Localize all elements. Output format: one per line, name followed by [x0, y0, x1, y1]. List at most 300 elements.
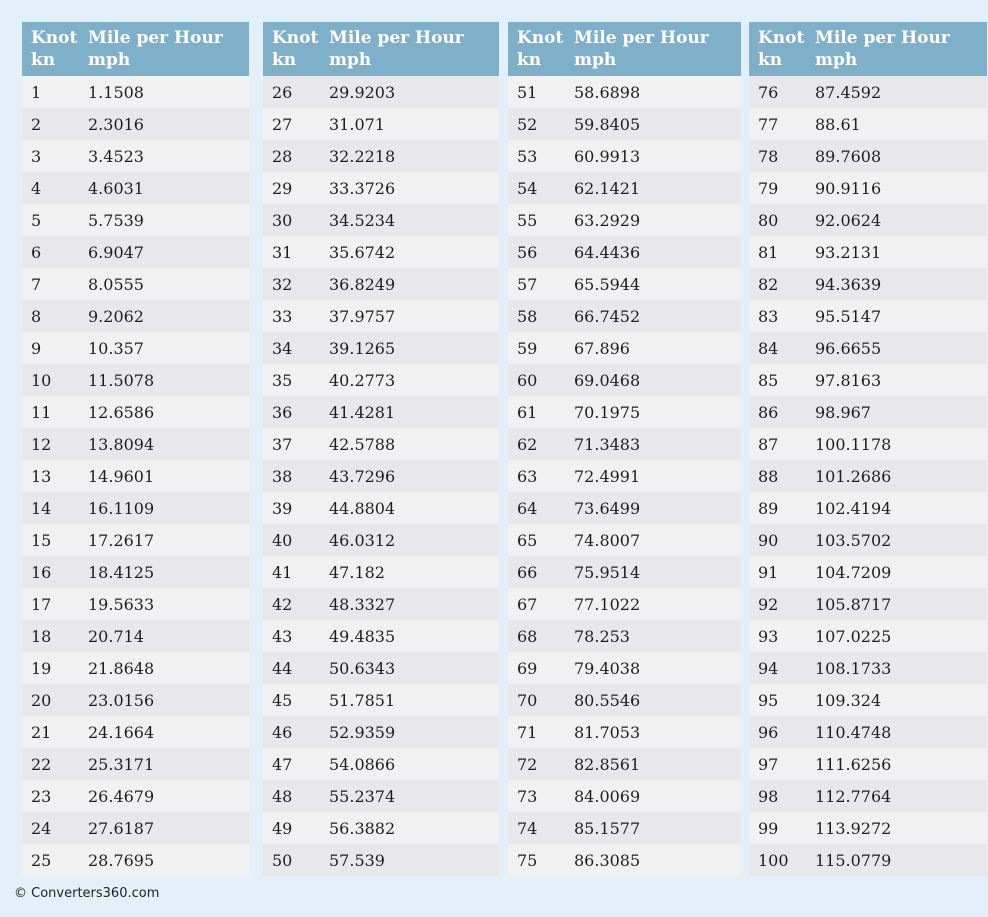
table-row	[22, 524, 249, 556]
mph-value: 55.2374	[329, 786, 396, 806]
mph-value: 112.7764	[815, 786, 892, 806]
mph-value: 80.5546	[574, 690, 641, 710]
mph-value: 37.9757	[329, 306, 396, 326]
knot-value: 28	[272, 146, 293, 166]
knot-value: 64	[517, 498, 538, 518]
table-body	[508, 76, 741, 876]
mph-value: 54.0866	[329, 754, 396, 774]
knot-value: 62	[517, 434, 538, 454]
mph-column-header	[329, 27, 499, 71]
knot-value: 7	[31, 274, 42, 294]
mph-value: 12.6586	[88, 402, 155, 422]
knot-column-header	[272, 27, 329, 71]
mph-value: 86.3085	[574, 850, 641, 870]
knot-value: 40	[272, 530, 293, 550]
table-row	[263, 780, 499, 812]
table-row	[508, 748, 741, 780]
knot-value: 92	[758, 594, 779, 614]
mph-value: 109.324	[815, 690, 882, 710]
mph-column-header	[574, 27, 741, 71]
table-row	[508, 268, 741, 300]
knot-value: 83	[758, 306, 779, 326]
mph-value: 26.4679	[88, 786, 155, 806]
knot-value: 31	[272, 242, 293, 262]
table-row	[749, 332, 987, 364]
table-row	[22, 748, 249, 780]
mph-value: 63.2929	[574, 210, 641, 230]
table-row	[22, 684, 249, 716]
knots-to-mph-table-26-50	[263, 22, 499, 876]
table-row	[749, 812, 987, 844]
conversion-tables-container	[22, 22, 987, 876]
table-row	[263, 588, 499, 620]
knot-value: 43	[272, 626, 293, 646]
knot-value: 67	[517, 594, 538, 614]
table-row	[22, 620, 249, 652]
mph-value: 60.9913	[574, 146, 641, 166]
knot-value: 30	[272, 210, 293, 230]
knot-value: 73	[517, 786, 538, 806]
table-row	[22, 300, 249, 332]
table-row	[22, 396, 249, 428]
table-row	[749, 396, 987, 428]
table-row	[263, 76, 499, 108]
mph-value: 100.1178	[815, 434, 892, 454]
mph-value: 34.5234	[329, 210, 396, 230]
mph-value: 32.2218	[329, 146, 396, 166]
knot-value: 10	[31, 370, 52, 390]
knot-value: 94	[758, 658, 779, 678]
mph-value: 104.7209	[815, 562, 892, 582]
knot-label: Knot	[758, 28, 805, 48]
knot-unit: kn	[31, 50, 56, 71]
table-body	[22, 76, 249, 876]
knot-value: 37	[272, 434, 293, 454]
table-body	[263, 76, 499, 876]
knot-value: 93	[758, 626, 779, 646]
mph-value: 62.1421	[574, 178, 641, 198]
knot-value: 71	[517, 722, 538, 742]
mph-value: 44.8804	[329, 498, 396, 518]
knot-value: 13	[31, 466, 52, 486]
knots-to-mph-table-1-25	[22, 22, 249, 876]
mph-value: 74.8007	[574, 530, 641, 550]
knot-value: 88	[758, 466, 779, 486]
table-row	[749, 76, 987, 108]
table-row	[508, 364, 741, 396]
table-row	[749, 204, 987, 236]
knot-label: Knot	[517, 28, 564, 48]
knot-value: 68	[517, 626, 538, 646]
knot-value: 50	[272, 850, 293, 870]
knot-value: 87	[758, 434, 779, 454]
knot-value: 20	[31, 690, 52, 710]
table-row	[22, 812, 249, 844]
knot-value: 41	[272, 562, 293, 582]
mph-value: 81.7053	[574, 722, 641, 742]
mph-value: 19.5633	[88, 594, 155, 614]
knots-to-mph-table-76-100	[749, 22, 987, 876]
mph-value: 51.7851	[329, 690, 396, 710]
table-row	[508, 620, 741, 652]
table-row	[508, 332, 741, 364]
knot-value: 1	[31, 82, 42, 102]
knot-value: 42	[272, 594, 293, 614]
table-row	[263, 428, 499, 460]
mph-value: 50.6343	[329, 658, 396, 678]
knot-value: 82	[758, 274, 779, 294]
mph-value: 23.0156	[88, 690, 155, 710]
table-row	[508, 588, 741, 620]
mph-value: 94.3639	[815, 274, 882, 294]
mph-value: 96.6655	[815, 338, 882, 358]
knot-value: 63	[517, 466, 538, 486]
mph-unit: mph	[329, 50, 372, 71]
table-header	[22, 22, 249, 76]
table-row	[749, 748, 987, 780]
mph-column-header	[88, 27, 249, 71]
mph-value: 24.1664	[88, 722, 155, 742]
mph-value: 6.9047	[88, 242, 144, 262]
mph-value: 78.253	[574, 626, 630, 646]
table-row	[22, 332, 249, 364]
mph-unit: mph	[574, 50, 617, 71]
knot-value: 36	[272, 402, 293, 422]
table-row	[22, 556, 249, 588]
table-row	[508, 236, 741, 268]
knot-value: 90	[758, 530, 779, 550]
table-row	[263, 748, 499, 780]
table-row	[508, 844, 741, 876]
table-row	[263, 172, 499, 204]
mph-value: 17.2617	[88, 530, 155, 550]
knot-value: 52	[517, 114, 538, 134]
table-row	[263, 844, 499, 876]
knot-value: 48	[272, 786, 293, 806]
table-row	[263, 812, 499, 844]
knot-value: 70	[517, 690, 538, 710]
mph-value: 84.0069	[574, 786, 641, 806]
knot-value: 34	[272, 338, 293, 358]
mph-value: 105.8717	[815, 594, 892, 614]
mph-value: 115.0779	[815, 850, 892, 870]
knot-value: 53	[517, 146, 538, 166]
mph-value: 13.8094	[88, 434, 155, 454]
knot-value: 81	[758, 242, 779, 262]
knot-unit: kn	[758, 50, 783, 71]
mph-value: 65.5944	[574, 274, 641, 294]
mph-value: 2.3016	[88, 114, 144, 134]
mph-value: 103.5702	[815, 530, 892, 550]
mph-value: 48.3327	[329, 594, 396, 614]
table-row	[749, 588, 987, 620]
knot-value: 79	[758, 178, 779, 198]
table-row	[263, 268, 499, 300]
mph-value: 82.8561	[574, 754, 641, 774]
knot-value: 15	[31, 530, 52, 550]
mph-value: 9.2062	[88, 306, 144, 326]
mph-value: 16.1109	[88, 498, 155, 518]
mph-value: 10.357	[88, 338, 144, 358]
mph-unit: mph	[815, 50, 858, 71]
knot-value: 23	[31, 786, 52, 806]
mph-value: 35.6742	[329, 242, 396, 262]
knot-value: 77	[758, 114, 779, 134]
knot-value: 38	[272, 466, 293, 486]
mph-value: 29.9203	[329, 82, 396, 102]
mph-value: 33.3726	[329, 178, 396, 198]
table-row	[749, 844, 987, 876]
table-row	[749, 364, 987, 396]
table-row	[749, 268, 987, 300]
table-header	[508, 22, 741, 76]
mph-value: 90.9116	[815, 178, 882, 198]
mph-value: 73.6499	[574, 498, 641, 518]
table-row	[22, 716, 249, 748]
knot-column-header	[517, 27, 574, 71]
mph-value: 21.8648	[88, 658, 155, 678]
knot-value: 85	[758, 370, 779, 390]
table-row	[22, 108, 249, 140]
table-row	[263, 492, 499, 524]
knot-value: 75	[517, 850, 538, 870]
table-row	[749, 108, 987, 140]
mph-value: 8.0555	[88, 274, 144, 294]
knot-value: 45	[272, 690, 293, 710]
mph-value: 110.4748	[815, 722, 892, 742]
table-row	[749, 428, 987, 460]
mph-value: 111.6256	[815, 754, 892, 774]
mph-column-header	[815, 27, 987, 71]
mph-value: 40.2773	[329, 370, 396, 390]
knot-value: 95	[758, 690, 779, 710]
table-row	[263, 684, 499, 716]
mph-label: Mile per Hour	[329, 28, 464, 48]
table-row	[263, 364, 499, 396]
footer-copyright: © Converters360.com	[14, 886, 160, 901]
knot-value: 54	[517, 178, 538, 198]
table-row	[263, 204, 499, 236]
knot-value: 49	[272, 818, 293, 838]
knot-value: 60	[517, 370, 538, 390]
mph-value: 85.1577	[574, 818, 641, 838]
knot-value: 17	[31, 594, 52, 614]
table-row	[22, 268, 249, 300]
knot-label: Knot	[272, 28, 319, 48]
knot-unit: kn	[517, 50, 542, 71]
knot-unit: kn	[272, 50, 297, 71]
knot-value: 56	[517, 242, 538, 262]
table-row	[22, 460, 249, 492]
knot-value: 98	[758, 786, 779, 806]
mph-value: 20.714	[88, 626, 144, 646]
knot-column-header	[758, 27, 815, 71]
knot-column-header	[31, 27, 88, 71]
knot-value: 91	[758, 562, 779, 582]
knot-value: 44	[272, 658, 293, 678]
mph-value: 79.4038	[574, 658, 641, 678]
knot-value: 35	[272, 370, 293, 390]
table-row	[263, 652, 499, 684]
table-row	[22, 364, 249, 396]
mph-value: 41.4281	[329, 402, 396, 422]
table-row	[22, 76, 249, 108]
table-row	[508, 76, 741, 108]
mph-value: 58.6898	[574, 82, 641, 102]
mph-value: 36.8249	[329, 274, 396, 294]
knot-value: 84	[758, 338, 779, 358]
knot-value: 51	[517, 82, 538, 102]
mph-value: 39.1265	[329, 338, 396, 358]
table-row	[263, 108, 499, 140]
table-row	[263, 556, 499, 588]
mph-unit: mph	[88, 50, 131, 71]
table-row	[263, 524, 499, 556]
table-row	[508, 716, 741, 748]
knot-value: 65	[517, 530, 538, 550]
table-row	[263, 620, 499, 652]
knot-value: 12	[31, 434, 52, 454]
knot-value: 24	[31, 818, 52, 838]
mph-value: 89.7608	[815, 146, 882, 166]
table-row	[22, 780, 249, 812]
knot-value: 22	[31, 754, 52, 774]
mph-value: 102.4194	[815, 498, 892, 518]
mph-value: 42.5788	[329, 434, 396, 454]
table-row	[508, 684, 741, 716]
mph-value: 88.61	[815, 114, 861, 134]
knot-value: 59	[517, 338, 538, 358]
table-row	[508, 780, 741, 812]
knot-value: 3	[31, 146, 42, 166]
table-row	[263, 140, 499, 172]
table-row	[22, 652, 249, 684]
mph-value: 46.0312	[329, 530, 396, 550]
table-row	[508, 204, 741, 236]
table-row	[749, 652, 987, 684]
mph-value: 108.1733	[815, 658, 892, 678]
table-row	[22, 172, 249, 204]
table-row	[749, 556, 987, 588]
knot-label: Knot	[31, 28, 78, 48]
table-body	[749, 76, 987, 876]
knot-value: 72	[517, 754, 538, 774]
knot-value: 89	[758, 498, 779, 518]
table-row	[749, 236, 987, 268]
table-row	[263, 332, 499, 364]
mph-value: 77.1022	[574, 594, 641, 614]
knot-value: 96	[758, 722, 779, 742]
mph-value: 113.9272	[815, 818, 892, 838]
mph-value: 72.4991	[574, 466, 641, 486]
table-row	[22, 204, 249, 236]
table-row	[263, 396, 499, 428]
mph-value: 107.0225	[815, 626, 892, 646]
table-row	[22, 588, 249, 620]
mph-value: 1.1508	[88, 82, 144, 102]
mph-value: 71.3483	[574, 434, 641, 454]
mph-value: 93.2131	[815, 242, 882, 262]
knot-value: 2	[31, 114, 42, 134]
knot-value: 33	[272, 306, 293, 326]
knot-value: 69	[517, 658, 538, 678]
knot-value: 4	[31, 178, 42, 198]
mph-value: 97.8163	[815, 370, 882, 390]
table-row	[749, 300, 987, 332]
knot-value: 58	[517, 306, 538, 326]
mph-value: 4.6031	[88, 178, 144, 198]
mph-value: 69.0468	[574, 370, 641, 390]
knot-value: 27	[272, 114, 293, 134]
mph-value: 87.4592	[815, 82, 882, 102]
table-row	[263, 300, 499, 332]
mph-value: 75.9514	[574, 562, 641, 582]
mph-value: 70.1975	[574, 402, 641, 422]
knot-value: 29	[272, 178, 293, 198]
table-row	[22, 236, 249, 268]
table-header	[749, 22, 987, 76]
mph-value: 28.7695	[88, 850, 155, 870]
mph-value: 67.896	[574, 338, 630, 358]
mph-label: Mile per Hour	[574, 28, 709, 48]
table-row	[508, 172, 741, 204]
knots-to-mph-table-51-75	[508, 22, 741, 876]
mph-value: 11.5078	[88, 370, 155, 390]
knot-value: 47	[272, 754, 293, 774]
mph-value: 25.3171	[88, 754, 155, 774]
knot-value: 80	[758, 210, 779, 230]
table-row	[22, 492, 249, 524]
mph-value: 57.539	[329, 850, 385, 870]
knot-value: 86	[758, 402, 779, 422]
table-row	[22, 844, 249, 876]
knot-value: 11	[31, 402, 52, 422]
knot-value: 16	[31, 562, 52, 582]
mph-value: 66.7452	[574, 306, 641, 326]
knot-value: 9	[31, 338, 42, 358]
table-row	[749, 684, 987, 716]
knot-value: 46	[272, 722, 293, 742]
knot-value: 32	[272, 274, 293, 294]
table-row	[508, 460, 741, 492]
table-row	[749, 524, 987, 556]
knot-value: 21	[31, 722, 52, 742]
knot-value: 61	[517, 402, 538, 422]
knot-value: 57	[517, 274, 538, 294]
table-header	[263, 22, 499, 76]
knot-value: 26	[272, 82, 293, 102]
table-row	[508, 140, 741, 172]
table-row	[749, 780, 987, 812]
mph-value: 56.3882	[329, 818, 396, 838]
mph-value: 101.2686	[815, 466, 892, 486]
mph-value: 5.7539	[88, 210, 144, 230]
mph-value: 14.9601	[88, 466, 155, 486]
table-row	[749, 172, 987, 204]
mph-label: Mile per Hour	[88, 28, 223, 48]
mph-value: 52.9359	[329, 722, 396, 742]
table-row	[263, 460, 499, 492]
mph-value: 95.5147	[815, 306, 882, 326]
table-row	[749, 492, 987, 524]
mph-value: 18.4125	[88, 562, 155, 582]
table-row	[508, 428, 741, 460]
knot-value: 5	[31, 210, 42, 230]
knot-value: 76	[758, 82, 779, 102]
knot-value: 78	[758, 146, 779, 166]
mph-value: 64.4436	[574, 242, 641, 262]
knot-value: 55	[517, 210, 538, 230]
